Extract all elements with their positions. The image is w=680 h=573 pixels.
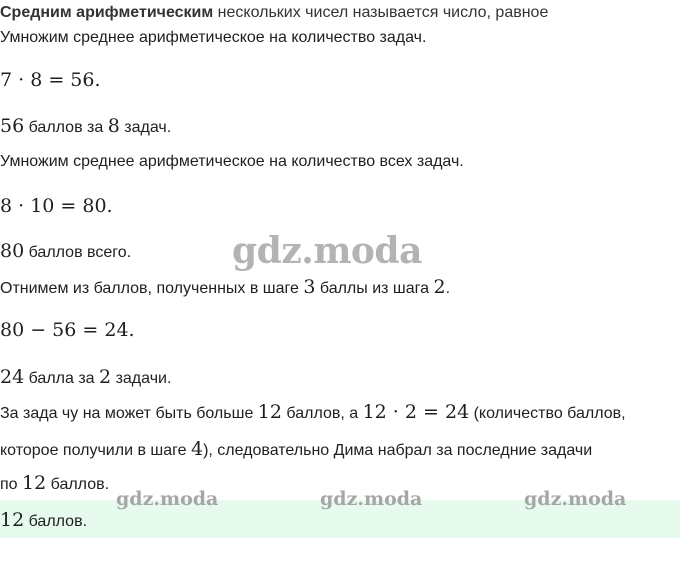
- final-answer: [0, 510, 87, 532]
- text-segment: баллов.: [24, 513, 88, 530]
- text-segment: За зада чу на может быть больше: [0, 405, 258, 422]
- text-segment: баллов всего.: [24, 244, 132, 261]
- reasoning-line-3: [0, 473, 109, 495]
- result-24-points: [0, 367, 171, 389]
- math-expression: 7 · 8 = 56.: [0, 69, 101, 91]
- top-cut-line: [0, 0, 680, 21]
- text-segment: Отнимем из баллов, полученных в шаге: [0, 280, 304, 297]
- watermark-bottom-1: gdz.moda: [116, 488, 219, 510]
- step-text-subtract: [0, 277, 450, 299]
- definition-rest: нескольких чисел называется число, равное: [213, 4, 549, 21]
- math-expression: 56: [0, 115, 25, 137]
- definition-text: [0, 3, 548, 21]
- math-expression: 12: [257, 401, 282, 423]
- step-text-multiply-all: [0, 152, 464, 172]
- math-expression: 12 · 2 = 24: [362, 401, 470, 423]
- text-segment: баллов за: [24, 119, 108, 136]
- text-segment: задач.: [119, 119, 172, 136]
- definition-bold: Средним арифметическим: [0, 4, 214, 21]
- math-expression: 8: [107, 115, 120, 137]
- text-segment: (количество баллов,: [469, 405, 626, 422]
- step-text-multiply: [0, 28, 426, 48]
- reasoning-line-1: [0, 402, 626, 424]
- equation-80-56: [0, 320, 135, 342]
- text-segment: .: [445, 280, 451, 297]
- text-segment: которое получили в шаге: [0, 442, 191, 459]
- result-56-points: [0, 116, 171, 138]
- math-expression: 12: [0, 509, 25, 531]
- text-segment: Умножим среднее арифметическое на количество всех задач.: [0, 153, 464, 170]
- text-segment: баллов.: [46, 476, 110, 493]
- equation-8x10: [0, 196, 113, 218]
- text-segment: задачи.: [111, 370, 172, 387]
- equation-7x8: [0, 70, 101, 92]
- text-segment: баллы из шага: [315, 280, 434, 297]
- math-expression: 80 − 56 = 24.: [0, 319, 135, 341]
- math-expression: 80: [0, 240, 25, 262]
- text-segment: Умножим среднее арифметическое на количество задач.: [0, 29, 427, 46]
- math-expression: 2: [433, 276, 446, 298]
- math-expression: 8 · 10 = 80.: [0, 195, 113, 217]
- watermark-bottom-2: gdz.moda: [320, 488, 423, 510]
- result-80-total: [0, 241, 131, 263]
- text-segment: баллов, а: [281, 405, 363, 422]
- watermark-main: gdz.moda: [232, 230, 422, 272]
- reasoning-line-2: [0, 439, 592, 461]
- math-expression: 3: [303, 276, 316, 298]
- text-segment: ), следовательно Дима набрал за последние задачи: [203, 442, 593, 459]
- text-segment: по: [0, 476, 23, 493]
- text-segment: балла за: [24, 370, 100, 387]
- math-expression: 4: [190, 438, 204, 460]
- math-expression: 2: [99, 366, 112, 388]
- math-expression: 12: [22, 472, 47, 494]
- watermark-bottom-3: gdz.moda: [524, 488, 627, 510]
- math-expression: 24: [0, 366, 25, 388]
